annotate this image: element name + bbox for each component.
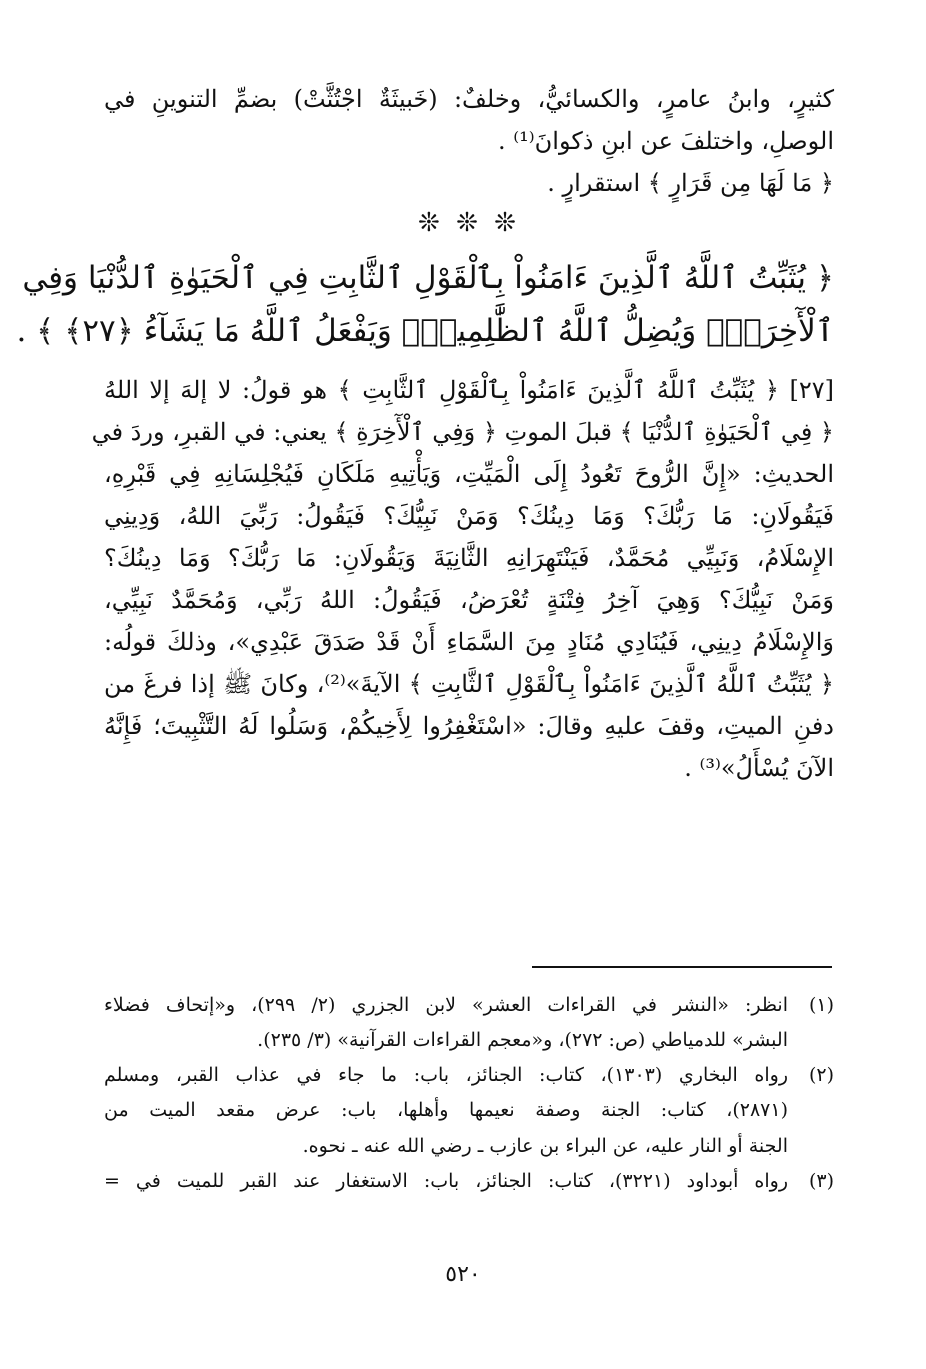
footnote-3 xyxy=(104,1164,834,1199)
commentary-line: فَيَقُولَانِ: مَا رَبُّكَ؟ وَمَا دِينُكَ؟ وَمَنْ نَبِيُّكَ؟ فَيَقُولُ: رَبِّيَ اللهُ، وَدِينِي xyxy=(104,502,834,531)
commentary-line: [٢٧] ﴿ يُثَبِّتُ ٱللَّهُ ٱلَّذِينَ ءَامَنُواْ بِٱلْقَوْلِ ٱلثَّابِتِ ﴾ هو قولُ: لا إلهَ إلا اللهُ xyxy=(104,376,834,405)
section-separator: ❊ ❊ ❊ xyxy=(418,208,520,238)
quran-verse-line: ﴿ يُثَبِّتُ ٱللَّهُ ٱلَّذِينَ ءَامَنُواْ بِٱلْقَوْلِ ٱلثَّابِتِ فِي ٱلْحَيَوٰةِ ٱلدُّنْيَا وَفِي xyxy=(22,260,834,296)
commentary-line: وَالإِسْلَامُ دِينِي، فَيُنَادِي مُنَادٍ مِنَ السَّمَاءِ أَنْ قَدْ صَدَقَ عَبْدِي»، وذلكَ قولُه: xyxy=(104,628,834,657)
footnote-number: (٢) xyxy=(808,1064,834,1087)
footnote-line: البشر» للدمياطي (ص: ٢٧٢)، و«معجم القراءات القرآنية» (٣/ ٢٣٥). xyxy=(257,1029,788,1052)
page-number: ٥٢٠ xyxy=(445,1262,481,1287)
footnote-line: (٢٨٧١)، كتاب: الجنة وصفة نعيمها وأهلها، باب: عرض مقعد الميت من xyxy=(104,1099,788,1122)
commentary-line: ﴿ يُثَبِّتُ ٱللَّهُ ٱلَّذِينَ ءَامَنُواْ بِٱلْقَوْلِ ٱلثَّابِتِ ﴾ الآيةَ»⁽²⁾، وكانَ ﷺ إذا فرغَ من xyxy=(104,670,834,699)
commentary-line: الآنَ يُسْأَلُ»⁽³⁾ . xyxy=(684,754,834,783)
commentary-line: وَمَنْ نَبِيُّكَ؟ وَهِيَ آخِرُ فِتْنَةٍ تُعْرَضُ، فَيَقُولُ: اللهُ رَبِّي، وَمُحَمَّدٌ نَبِيِّي، xyxy=(104,586,834,615)
footnotes xyxy=(104,988,834,1199)
quran-verse-line: ٱلْأٓخِرَةِۖ وَيُضِلُّ ٱللَّهُ ٱلظَّٰلِمِينَۚ وَيَفْعَلُ ٱللَّهُ مَا يَشَآءُ ﴿٢٧﴾ ﴾ . xyxy=(16,312,834,349)
commentary-line: الحديثِ: «إِنَّ الرُّوحَ تَعُودُ إِلَى الْمَيِّتِ، وَيَأْتِيهِ مَلَكَانِ فَيُجْلِسَانِهِ فِي قَبْرِهِ، xyxy=(104,460,834,489)
commentary-line: الإِسْلَامُ، وَنَبِيِّي مُحَمَّدٌ، فَيَنْتَهِرَانِهِ الثَّانِيَةَ وَيَقُولَانِ: مَا رَبُّكَ؟ وَمَا دِينُكَ؟ xyxy=(104,544,834,573)
footnote-divider xyxy=(532,966,832,968)
footnote-2 xyxy=(104,1058,834,1163)
text-line: ﴿ مَا لَهَا مِن قَرَارٍ ﴾ استقرارٍ . xyxy=(547,169,834,197)
footnote-line: رواه أبوداود (٣٢٢١)، كتاب: الجنائز، باب: الاستغفار عند القبر للميت في = xyxy=(104,1169,788,1192)
commentary-line: ﴿ فِي ٱلْحَيَوٰةِ ٱلدُّنْيَا ﴾ قبلَ الموتِ ﴿ وَفِي ٱلْأٓخِرَةِ ﴾ يعني: في القبرِ، وردَ في xyxy=(91,418,834,447)
footnote-number: (١) xyxy=(808,994,834,1016)
commentary-line: دفنِ الميتِ، وقفَ عليهِ وقالَ: «اسْتَغْفِرُوا لِأَخِيكُمْ، وَسَلُوا لَهُ التَّثْبِيتَ؛ فَإِنَّهُ xyxy=(104,712,834,741)
footnote-1 xyxy=(104,988,834,1058)
footnote-number: (٣) xyxy=(808,1169,834,1192)
footnote-line: انظر: «النشر في القراءات العشر» لابن الجزري (٢/ ٢٩٩)، و«إتحاف فضلاء xyxy=(104,994,788,1016)
footnote-line: الجنة أو النار عليه، عن البراء بن عازب ـ رضي الله عنه ـ نحوه. xyxy=(302,1134,788,1157)
text-line: كثيرٍ، وابنُ عامرٍ، والكسائيُّ، وخلفٌ: (خَبيثَةٌ اجْتُثَّتْ) بضمِّ التنوينِ في xyxy=(104,85,834,113)
text-line: الوصلِ، واختلفَ عن ابنِ ذكوانَ⁽¹⁾ . xyxy=(497,127,834,155)
main-text xyxy=(16,78,834,789)
footnote-line: رواه البخاري (١٣٠٣)، كتاب: الجنائز، باب: ما جاء في عذاب القبر، ومسلم xyxy=(104,1064,788,1087)
